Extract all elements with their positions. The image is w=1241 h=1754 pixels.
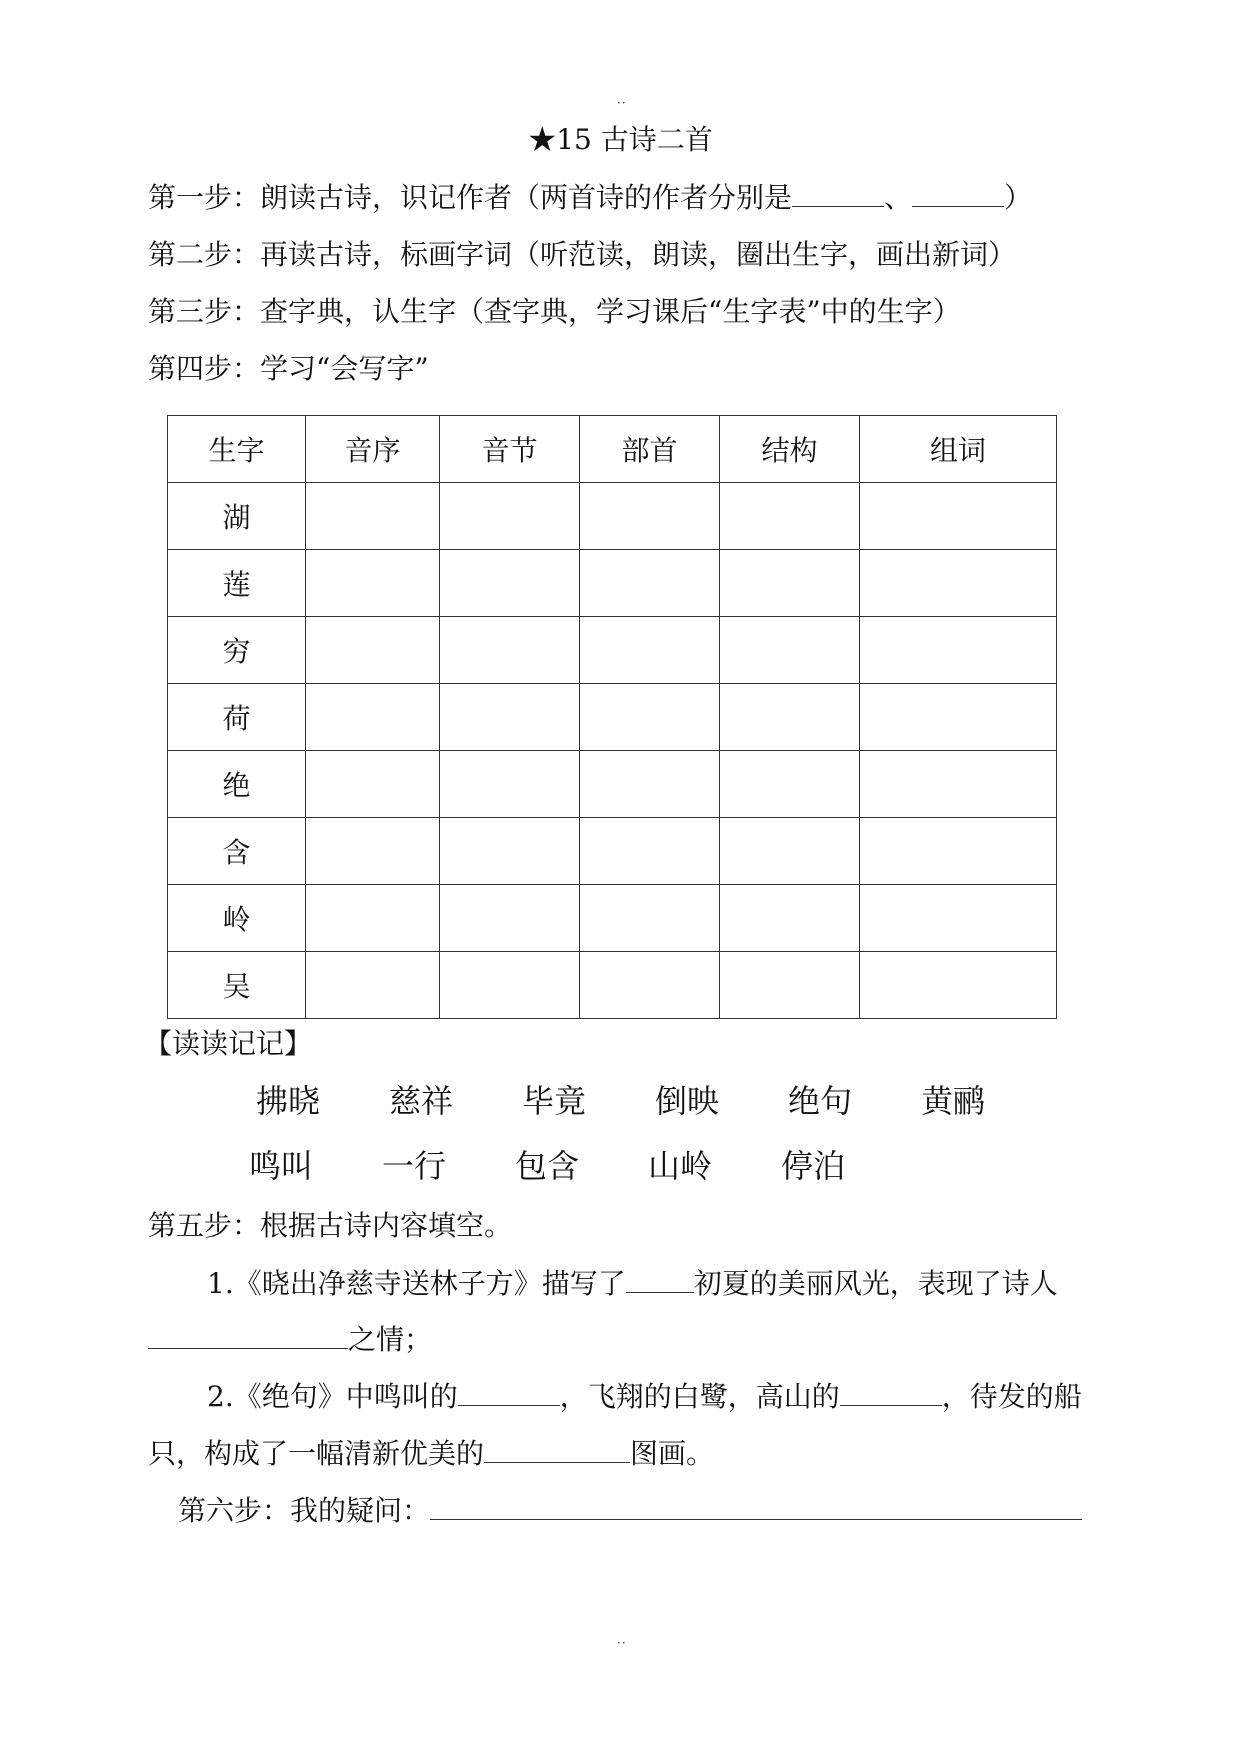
table-row (168, 885, 1057, 952)
char-cell: 吴 (168, 952, 306, 1019)
word-item: 毕竟 (522, 1082, 587, 1120)
step-6-label: 第六步：我的疑问： (178, 1494, 431, 1527)
characters-table (167, 415, 1057, 1019)
input-cell[interactable] (580, 818, 720, 885)
footer-marks: ·· (617, 1636, 627, 1650)
char-cell: 岭 (168, 885, 306, 952)
input-cell[interactable] (306, 483, 440, 550)
header-words: 组词 (860, 416, 1057, 483)
input-cell[interactable] (580, 550, 720, 617)
q2-text-e: 图画。 (630, 1437, 715, 1470)
input-cell[interactable] (440, 952, 580, 1019)
word-item: 绝句 (788, 1082, 853, 1120)
header-syllable: 音节 (440, 416, 580, 483)
input-cell[interactable] (860, 885, 1057, 952)
q1-blank-1[interactable] (626, 1263, 694, 1293)
q1-text-a: 1.《晓出净慈寺送林子方》描写了 (207, 1267, 626, 1300)
input-cell[interactable] (860, 751, 1057, 818)
input-cell[interactable] (720, 550, 860, 617)
step-1-end: ） (1004, 181, 1033, 214)
word-item: 倒映 (655, 1082, 720, 1120)
q2-text-d: 只，构成了一幅清新优美的 (148, 1437, 485, 1470)
step-1-sep: 、 (884, 181, 913, 214)
char-cell: 荷 (168, 684, 306, 751)
q2-text-b: ，飞翔的白鹭，高山的 (559, 1380, 840, 1413)
input-cell[interactable] (580, 952, 720, 1019)
word-item: 黄鹂 (921, 1082, 986, 1120)
author-blank-2[interactable] (912, 177, 1004, 207)
step-1 (148, 176, 1032, 216)
q2-blank-3[interactable] (484, 1433, 630, 1463)
input-cell[interactable] (440, 550, 580, 617)
input-cell[interactable] (580, 483, 720, 550)
q1-text-b: 初夏的美丽风光，表现了诗人 (693, 1267, 1058, 1300)
input-cell[interactable] (306, 818, 440, 885)
input-cell[interactable] (860, 550, 1057, 617)
table-row (168, 952, 1057, 1019)
page-title: ★15 古诗二首 (528, 123, 713, 156)
word-item: 拂晓 (256, 1082, 321, 1120)
q1-blank-2[interactable] (148, 1319, 348, 1349)
input-cell[interactable] (720, 751, 860, 818)
char-cell: 绝 (168, 751, 306, 818)
input-cell[interactable] (860, 684, 1057, 751)
input-cell[interactable] (306, 885, 440, 952)
question-2-line-1 (207, 1375, 1082, 1415)
input-cell[interactable] (440, 885, 580, 952)
input-cell[interactable] (306, 550, 440, 617)
word-item: 山岭 (648, 1147, 713, 1185)
char-cell: 含 (168, 818, 306, 885)
word-item: 慈祥 (389, 1082, 454, 1120)
input-cell[interactable] (440, 818, 580, 885)
q2-blank-1[interactable] (458, 1376, 560, 1406)
table-row (168, 550, 1057, 617)
input-cell[interactable] (860, 952, 1057, 1019)
table-row (168, 751, 1057, 818)
step-5-title: 第五步：根据古诗内容填空。 (148, 1209, 513, 1242)
step-3: 第三步：查字典，认生字（查字典，学习课后“生字表”中的生字） (148, 295, 961, 328)
word-item: 停泊 (781, 1147, 846, 1185)
table-header-row (168, 416, 1057, 483)
step-1-text: 第一步：朗读古诗，识记作者（两首诗的作者分别是 (148, 181, 793, 214)
header-marks: ·· (617, 96, 627, 110)
question-input-line[interactable] (430, 1490, 1082, 1520)
input-cell[interactable] (860, 483, 1057, 550)
input-cell[interactable] (580, 885, 720, 952)
header-structure: 结构 (720, 416, 860, 483)
input-cell[interactable] (720, 952, 860, 1019)
input-cell[interactable] (580, 751, 720, 818)
table-row (168, 483, 1057, 550)
header-radical: 部首 (580, 416, 720, 483)
step-6 (178, 1489, 1082, 1529)
table-row (168, 684, 1057, 751)
input-cell[interactable] (306, 952, 440, 1019)
author-blank-1[interactable] (792, 177, 884, 207)
char-cell: 莲 (168, 550, 306, 617)
input-cell[interactable] (860, 818, 1057, 885)
q2-blank-2[interactable] (840, 1376, 942, 1406)
header-initial: 音序 (306, 416, 440, 483)
table-row (168, 617, 1057, 684)
input-cell[interactable] (306, 617, 440, 684)
question-2-line-2 (148, 1432, 714, 1472)
word-item: 包含 (515, 1147, 580, 1185)
input-cell[interactable] (720, 617, 860, 684)
input-cell[interactable] (720, 818, 860, 885)
question-1-line-2 (148, 1318, 432, 1358)
input-cell[interactable] (720, 684, 860, 751)
input-cell[interactable] (580, 617, 720, 684)
word-item: 鸣叫 (249, 1147, 314, 1185)
input-cell[interactable] (306, 684, 440, 751)
input-cell[interactable] (720, 885, 860, 952)
input-cell[interactable] (580, 684, 720, 751)
step-2: 第二步：再读古诗，标画字词（听范读，朗读，圈出生字，画出新词） (148, 238, 1017, 271)
input-cell[interactable] (440, 617, 580, 684)
input-cell[interactable] (306, 751, 440, 818)
input-cell[interactable] (440, 684, 580, 751)
q2-text-a: 2.《绝句》中鸣叫的 (207, 1380, 458, 1413)
reading-heading: 【读读记记】 (144, 1027, 313, 1060)
input-cell[interactable] (860, 617, 1057, 684)
char-cell: 湖 (168, 483, 306, 550)
q2-text-c: ，待发的船 (941, 1380, 1082, 1413)
input-cell[interactable] (720, 483, 860, 550)
step-4: 第四步：学习“会写字” (148, 352, 429, 385)
question-1-line-1 (207, 1262, 1058, 1302)
q1-text-c: 之情； (348, 1323, 433, 1356)
table-row (168, 818, 1057, 885)
word-item: 一行 (382, 1147, 447, 1185)
header-char: 生字 (168, 416, 306, 483)
char-cell: 穷 (168, 617, 306, 684)
input-cell[interactable] (440, 751, 580, 818)
input-cell[interactable] (440, 483, 580, 550)
